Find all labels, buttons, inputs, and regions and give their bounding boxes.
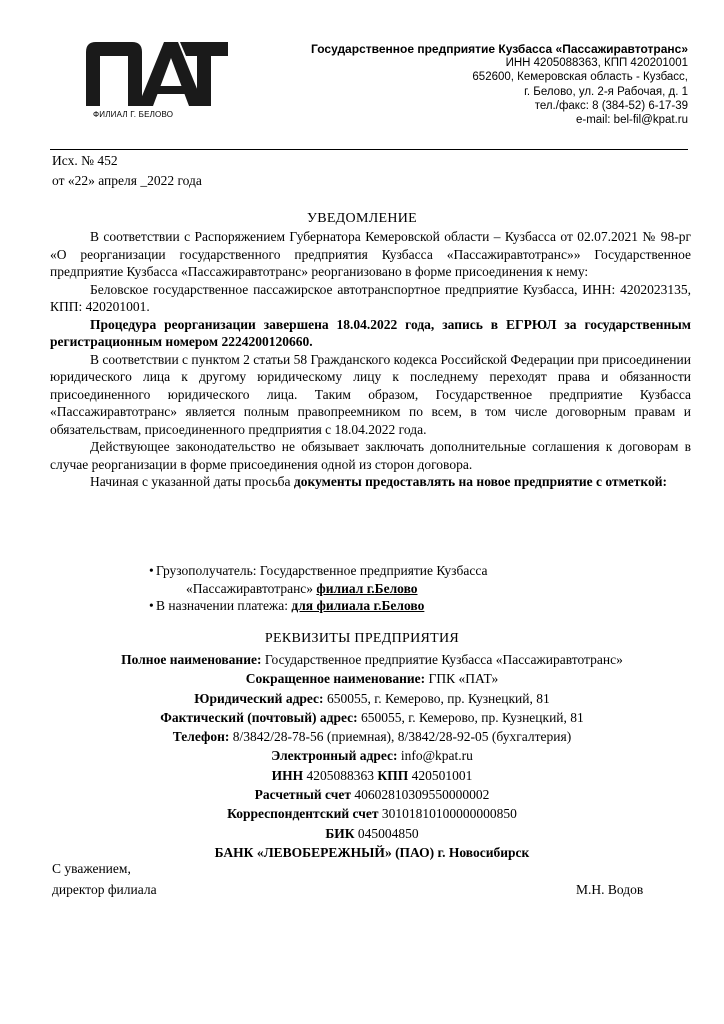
paragraph-2: Беловское государственное пассажирское автотранспортное предприятие Кузбасса, ИНН: 4202023135, КПП: 420201001.: [50, 281, 691, 314]
notice-title: УВЕДОМЛЕНИЕ: [306, 211, 418, 226]
actual-address-row: [30, 708, 714, 727]
email-value: info@kpat.ru: [397, 748, 473, 764]
outgoing-date: от «22» апреля _2022 года: [52, 173, 202, 188]
pat-logo-icon: [80, 38, 230, 108]
corr-account-label: Корреспондентский счет: [227, 806, 379, 822]
paragraph-5: Действующее законодательство не обязывает заключать дополнительные соглашения к договорам в случае реорганизации в форме присоединения одной из сторон договора.: [50, 439, 691, 472]
signer-name: М.Н. Водов: [576, 882, 644, 897]
bik-row: [30, 824, 714, 843]
phone-fax: тел./факс: 8 (384-52) 6-17-39: [534, 99, 688, 112]
list-item: [50, 597, 691, 615]
short-name-row: [30, 669, 714, 688]
bullet-icon: •: [149, 563, 154, 578]
phone-label: Телефон:: [172, 729, 230, 745]
bik-label: БИК: [325, 825, 355, 841]
bullet-icon: •: [149, 598, 154, 613]
account-value: 40602810309550000002: [351, 787, 490, 803]
bik-value: 045004850: [354, 825, 419, 841]
email: e-mail: bel-fil@kpat.ru: [575, 114, 688, 127]
regards: С уважением,: [52, 861, 131, 876]
paragraph-6: [50, 473, 691, 491]
branch-label: ФИЛИАЛ Г. БЕЛОВО: [93, 110, 174, 119]
paragraph-4: В соответствии с пунктом 2 статьи 58 Гражданского кодекса Российской Федерации при присоединении юридического лица к другому юридическому лицу к последнему переходят права и обязанности присоединенного юридического лица. Таким образом, Государственное предприятие Кузбасса «Пассажиравтотранс» является полным правопреемником по всем, в том числе договорным правам и обязательствам, присоединенного предприятия с 18.04.2022 года.: [50, 351, 691, 437]
bank-row: БАНК «ЛЕВОБЕРЕЖНЫЙ» (ПАО) г. Новосибирск: [214, 844, 530, 860]
kpp-value: 420501001: [408, 767, 473, 783]
notice-body: [50, 228, 691, 491]
phone-row: [30, 727, 714, 746]
email-row: [30, 746, 714, 765]
legal-address-value: 650055, г. Кемерово, пр. Кузнецкий, 81: [323, 690, 550, 706]
bullet-1-line-1: Грузополучатель: Государственное предприятие Кузбасса: [156, 563, 488, 578]
company-requisites-header: [248, 42, 688, 127]
corr-account-row: [30, 804, 714, 823]
account-row: [30, 785, 714, 804]
email-label: Электронный адрес:: [271, 748, 398, 764]
account-label: Расчетный счет: [254, 787, 351, 803]
short-name-label: Сокращенное наименование:: [245, 671, 426, 687]
inn-kpp-row: [30, 766, 714, 785]
paragraph-1: В соответствии с Распоряжением Губернатора Кемеровской области – Кузбасса от 02.07.2021 № 98-рг «О реорганизации государственного предприятия Кузбасса «Пассажиравтотранс»» Государственное предприятие Кузбасса «Пассажиравтотранс» реорганизовано в форме присоединения к нему:: [50, 229, 691, 279]
inn-value: 4205088363: [303, 767, 378, 783]
full-name-value: Государственное предприятие Кузбасса «Пассажиравтотранс»: [261, 652, 623, 667]
bullet-list: [50, 562, 691, 615]
actual-address-label: Фактический (почтовый) адрес:: [160, 709, 358, 725]
header-divider: [50, 149, 688, 150]
bullet-1-text: «Пассажиравтотранс»: [186, 580, 317, 596]
inn-kpp: ИНН 4205088363, КПП 420201001: [505, 57, 688, 70]
bullet-2-line: [156, 597, 691, 615]
legal-address-row: [30, 689, 714, 708]
paragraph-6-bold: документы предоставлять на новое предприятие с отметкой:: [293, 474, 668, 489]
requisites-title: РЕКВИЗИТЫ ПРЕДПРИЯТИЯ: [264, 631, 460, 646]
short-name-value: ГПК «ПАТ»: [425, 671, 499, 687]
kpp-label: КПП: [377, 767, 409, 783]
company-logo: [80, 38, 230, 108]
outgoing-number: Исх. № 452: [52, 153, 118, 168]
actual-address-value: 650055, г. Кемерово, пр. Кузнецкий, 81: [357, 709, 584, 725]
bullet-2-text: В назначении платежа:: [156, 598, 292, 613]
bullet-2-bold: для филиала г.Белово: [291, 598, 425, 613]
signer-position: директор филиала: [52, 882, 157, 897]
paragraph-6-text: Начиная с указанной даты просьба: [90, 474, 294, 489]
address-line-1: 652600, Кемеровская область - Кузбасс,: [472, 71, 688, 84]
inn-label: ИНН: [271, 767, 304, 783]
company-name: Государственное предприятие Кузбасса «Пассажиравтотранс»: [311, 42, 688, 56]
legal-address-label: Юридический адрес:: [194, 690, 324, 706]
bullet-1-line-2: [156, 580, 691, 598]
full-name-label: Полное наименование:: [121, 652, 262, 667]
list-item: [50, 562, 691, 597]
phone-value: 8/3842/28-78-56 (приемная), 8/3842/28-92-05 (бухгалтерия): [229, 729, 572, 745]
bullet-1-bold: филиал г.Белово: [316, 580, 418, 596]
corr-account-value: 30101810100000000850: [378, 806, 517, 822]
paragraph-3: Процедура реорганизации завершена 18.04.2022 года, запись в ЕГРЮЛ за государственным регистрационным номером 2224200120660.: [50, 316, 691, 349]
full-name-row: [30, 650, 714, 669]
requisites-block: [30, 650, 714, 862]
address-line-2: г. Белово, ул. 2-я Рабочая, д. 1: [524, 85, 688, 98]
